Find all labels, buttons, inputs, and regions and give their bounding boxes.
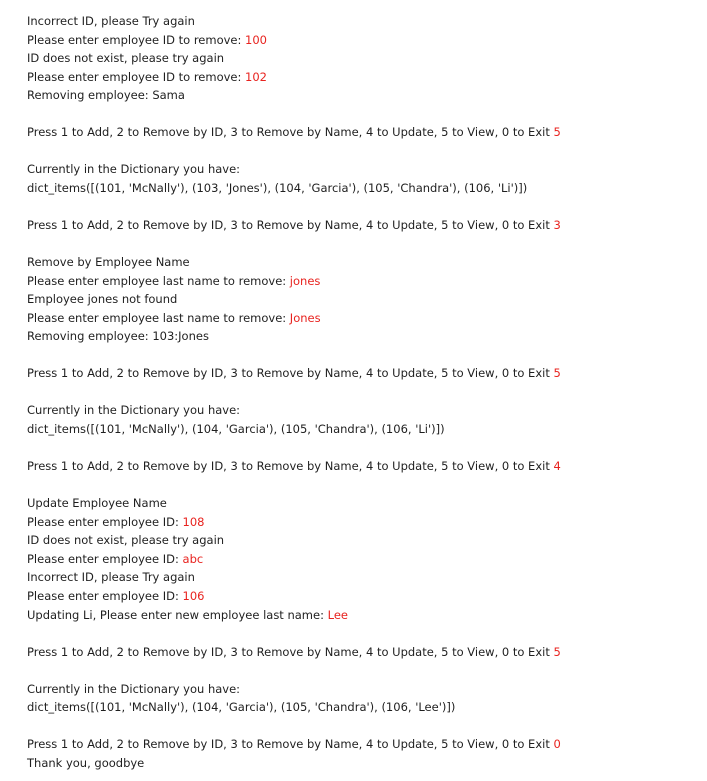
- console-text: Press 1 to Add, 2 to Remove by ID, 3 to Remove by Name, 4 to Update, 5 to View, 0 to Exit: [27, 459, 554, 474]
- console-line: [27, 680, 697, 699]
- console-line: [27, 420, 697, 439]
- console-line: [27, 568, 697, 587]
- user-input: Jones: [289, 310, 321, 325]
- console-text: ID does not exist, please try again: [27, 533, 225, 548]
- console-text: Please enter employee ID to remove:: [27, 69, 246, 84]
- console-text: Please enter employee last name to remove:: [27, 273, 290, 288]
- console-text: Press 1 to Add, 2 to Remove by ID, 3 to Remove by Name, 4 to Update, 5 to View, 0 to Exit: [27, 737, 554, 752]
- console-line: [27, 550, 697, 569]
- user-input: 5: [553, 366, 561, 381]
- user-input: 4: [553, 459, 561, 474]
- console-text: Please enter employee ID:: [27, 588, 183, 603]
- blank-line: [27, 439, 697, 458]
- blank-line: [27, 717, 697, 736]
- blank-line: [27, 383, 697, 402]
- user-input: 3: [553, 218, 561, 233]
- console-text: Press 1 to Add, 2 to Remove by ID, 3 to Remove by Name, 4 to Update, 5 to View, 0 to Exit: [27, 218, 554, 233]
- user-input: jones: [289, 273, 321, 288]
- console-line: [27, 754, 697, 773]
- console-line: [27, 86, 697, 105]
- console-text: Please enter employee ID to remove:: [27, 32, 246, 47]
- console-text: Press 1 to Add, 2 to Remove by ID, 3 to Remove by Name, 4 to Update, 5 to View, 0 to Exit: [27, 644, 554, 659]
- console-text: Currently in the Dictionary you have:: [27, 403, 241, 418]
- console-line: [27, 216, 697, 235]
- console-text: Currently in the Dictionary you have:: [27, 162, 241, 177]
- console-text: Please enter employee ID:: [27, 514, 183, 529]
- console-line: [27, 31, 697, 50]
- console-line: [27, 513, 697, 532]
- console-line: [27, 401, 697, 420]
- blank-line: [27, 476, 697, 495]
- console-text: Removing employee: Sama: [27, 88, 185, 103]
- user-input: 5: [553, 125, 561, 140]
- console-text: Please enter employee last name to remove:: [27, 310, 290, 325]
- console-line: [27, 253, 697, 272]
- console-line: [27, 735, 697, 754]
- console-line: [27, 587, 697, 606]
- console-line: [27, 179, 697, 198]
- blank-line: [27, 235, 697, 254]
- console-text: Updating Li, Please enter new employee last name:: [27, 607, 328, 622]
- console-text: Please enter employee ID:: [27, 551, 183, 566]
- console-output: [27, 12, 697, 772]
- console-line: [27, 364, 697, 383]
- user-input: 106: [182, 588, 205, 603]
- console-line: [27, 160, 697, 179]
- console-text: Thank you, goodbye: [27, 755, 145, 770]
- user-input: Lee: [327, 607, 348, 622]
- blank-line: [27, 197, 697, 216]
- blank-line: [27, 624, 697, 643]
- console-text: Employee jones not found: [27, 292, 178, 307]
- console-line: [27, 309, 697, 328]
- console-text: Remove by Employee Name: [27, 255, 190, 270]
- blank-line: [27, 105, 697, 124]
- console-line: [27, 531, 697, 550]
- console-text: dict_items([(101, 'McNally'), (103, 'Jones'), (104, 'Garcia'), (105, 'Chandra'), (106, 'Li')]): [27, 180, 528, 195]
- console-text: Press 1 to Add, 2 to Remove by ID, 3 to Remove by Name, 4 to Update, 5 to View, 0 to Exit: [27, 366, 554, 381]
- user-input: 100: [245, 32, 267, 47]
- console-line: [27, 12, 697, 31]
- user-input: 5: [553, 644, 561, 659]
- console-text: dict_items([(101, 'McNally'), (104, 'Garcia'), (105, 'Chandra'), (106, 'Li')]): [27, 422, 445, 437]
- console-text: Incorrect ID, please Try again: [27, 14, 195, 28]
- user-input: 0: [553, 737, 561, 752]
- user-input: 108: [182, 514, 205, 529]
- console-line: [27, 68, 697, 87]
- user-input: 102: [245, 69, 267, 84]
- console-line: [27, 457, 697, 476]
- console-text: Incorrect ID, please Try again: [27, 570, 195, 585]
- console-line: [27, 643, 697, 662]
- blank-line: [27, 142, 697, 161]
- console-line: [27, 123, 697, 142]
- user-input: abc: [182, 551, 204, 566]
- console-line: [27, 49, 697, 68]
- console-text: Currently in the Dictionary you have:: [27, 681, 241, 696]
- console-text: ID does not exist, please try again: [27, 51, 225, 66]
- blank-line: [27, 346, 697, 365]
- console-text: Press 1 to Add, 2 to Remove by ID, 3 to Remove by Name, 4 to Update, 5 to View, 0 to Exit: [27, 125, 554, 140]
- blank-line: [27, 661, 697, 680]
- console-line: [27, 290, 697, 309]
- console-text: dict_items([(101, 'McNally'), (104, 'Garcia'), (105, 'Chandra'), (106, 'Lee')]): [27, 700, 456, 715]
- console-line: [27, 494, 697, 513]
- console-line: [27, 327, 697, 346]
- console-line: [27, 272, 697, 291]
- console-line: [27, 698, 697, 717]
- console-text: Update Employee Name: [27, 496, 167, 511]
- console-line: [27, 606, 697, 625]
- console-text: Removing employee: 103:Jones: [27, 329, 209, 344]
